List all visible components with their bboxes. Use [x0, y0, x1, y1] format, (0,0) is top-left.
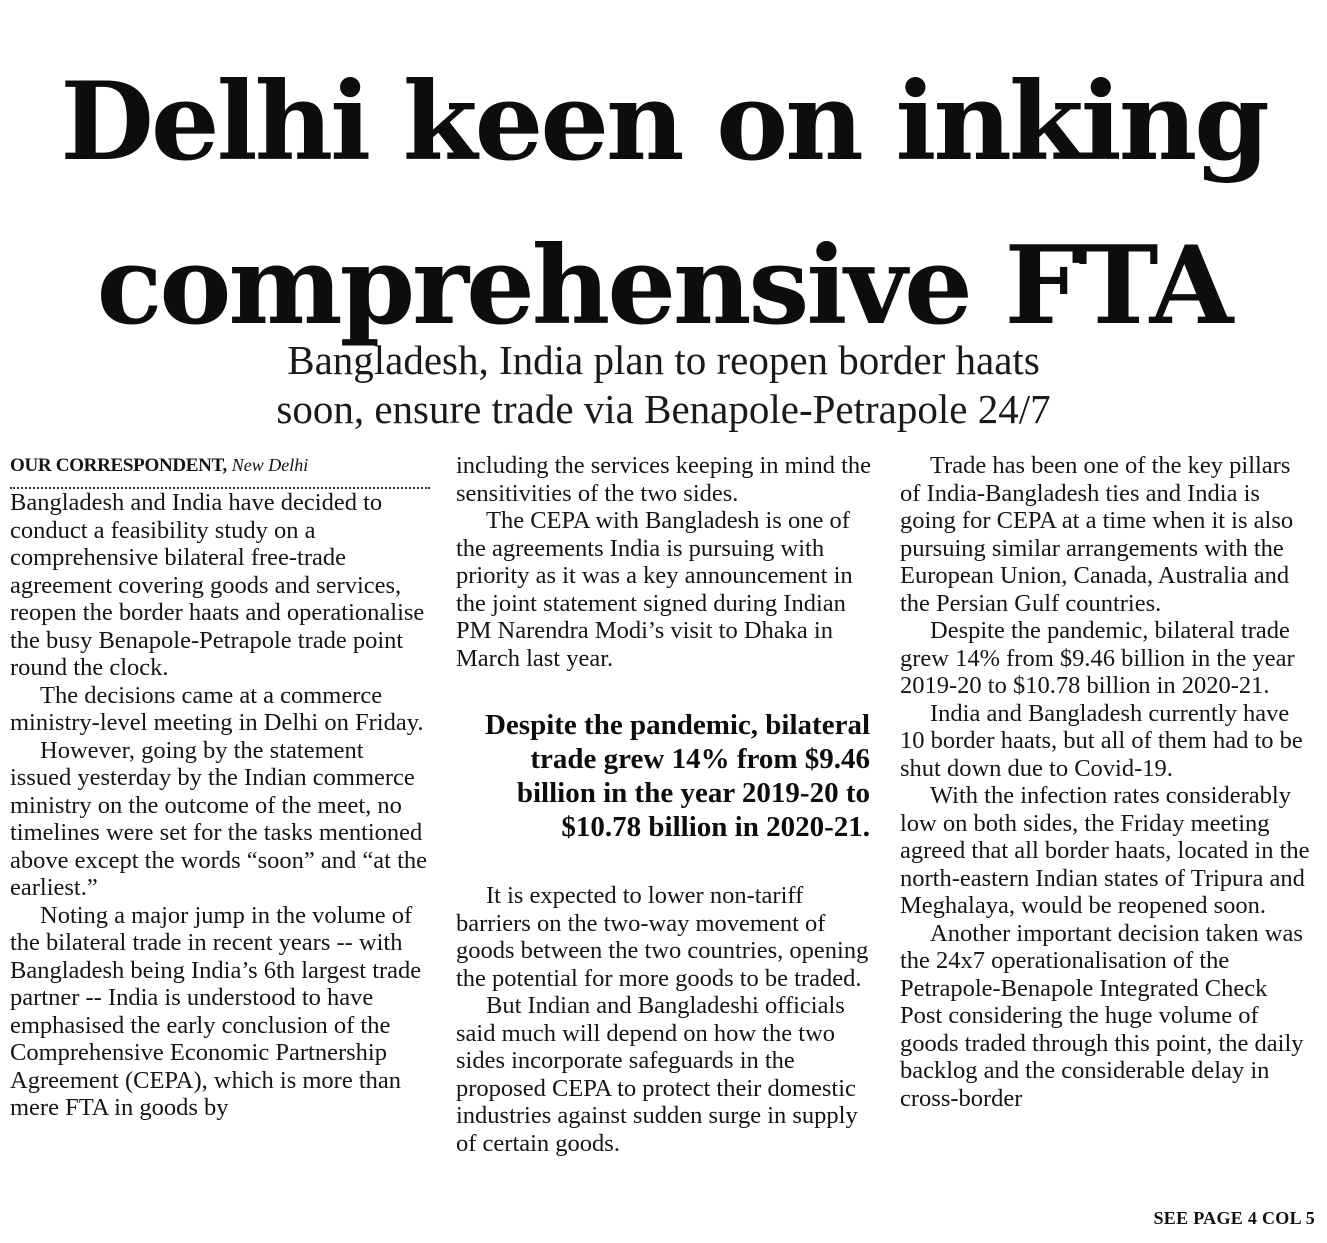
paragraph: With the infection rates considerably low on both sides, the Friday meeting agreed that all border haats, located in the north-eastern Indian states of Tripura and Meghalaya, would be reopened soon. [900, 782, 1310, 919]
headline [0, 40, 1327, 368]
paragraph: Noting a major jump in the volume of the bilateral trade in recent years -- with Bangladesh being India’s 6th largest trade partner -- India is understood to have emphasised the early conclusion of the Comprehensive Economic Partnership Agreement (CEPA), which is more than mere FTA in goods by [10, 901, 422, 1121]
paragraph: But Indian and Bangladeshi officials said much will depend on how the two sides incorporate safeguards in the proposed CEPA to protect their domestic industries against sudden surge in supply of certain goods. [456, 992, 858, 1157]
byline-author: OUR CORRESPONDENT, [10, 455, 227, 476]
paragraph: The CEPA with Bangladesh is one of the agreements India is pursuing with priority as it was a key announcement in the joint statement signed during Indian PM Narendra Modi’s visit to Dhaka in March last year. [456, 507, 853, 672]
subheadline [0, 336, 1327, 434]
paragraph: The decisions came at a commerce ministry-level meeting in Delhi on Friday. [10, 681, 424, 736]
byline [10, 452, 430, 489]
paragraph: However, going by the statement issued yesterday by the Indian commerce ministry on the outcome of the meet, no timelines were set for the tasks mentioned above except the words “soon” and “at the earliest.” [10, 736, 428, 901]
paragraph: including the services keeping in mind the sensitivities of the two sides. [456, 452, 872, 507]
subheadline-line-2: soon, ensure trade via Benapole-Petrapole 24/7 [276, 386, 1051, 432]
pull-quote: Despite the pandemic, bilateral trade grew 14% from $9.46 billion in the year 2019-20 to $10.78 billion in 2020-21. [484, 709, 870, 843]
article-column-2 [456, 452, 876, 1232]
article-column-1 [10, 452, 430, 1232]
paragraph: Trade has been one of the key pillars of India-Bangladesh ties and India is going for CEPA at a time when it is also pursuing similar arrangements with the European Union, Canada, Australia and the Persian Gulf countries. [900, 452, 1294, 617]
byline-dateline: New Delhi [231, 455, 309, 475]
paragraph: Another important decision taken was the 24x7 operationalisation of the Petrapole-Benapole Integrated Check Post considering the huge volume of goods traded through this point, the daily backlog and the considerable delay in cross-border [900, 919, 1304, 1112]
headline-line-1: Delhi keen on inking [60, 59, 1267, 185]
paragraph: Despite the pandemic, bilateral trade grew 14% from $9.46 billion in the year 2019-20 to $10.78 billion in 2020-21. [900, 617, 1295, 699]
paragraph: Bangladesh and India have decided to conduct a feasibility study on a comprehensive bilateral free-trade agreement covering goods and services, reopen the border haats and operationalise the busy Benapole-Petrapole trade point round the clock. [10, 489, 425, 681]
subheadline-line-1: Bangladesh, India plan to reopen border haats [287, 337, 1040, 383]
paragraph: It is expected to lower non-tariff barriers on the two-way movement of goods between the two countries, opening the potential for more goods to be traded. [456, 882, 869, 992]
headline-line-2: comprehensive FTA [96, 223, 1231, 349]
paragraph: India and Bangladesh currently have 10 border haats, but all of them had to be shut down due to Covid-19. [900, 699, 1303, 782]
continued-on-page-note: SEE PAGE 4 COL 5 [1153, 1208, 1315, 1228]
article-column-3 [900, 452, 1314, 1232]
